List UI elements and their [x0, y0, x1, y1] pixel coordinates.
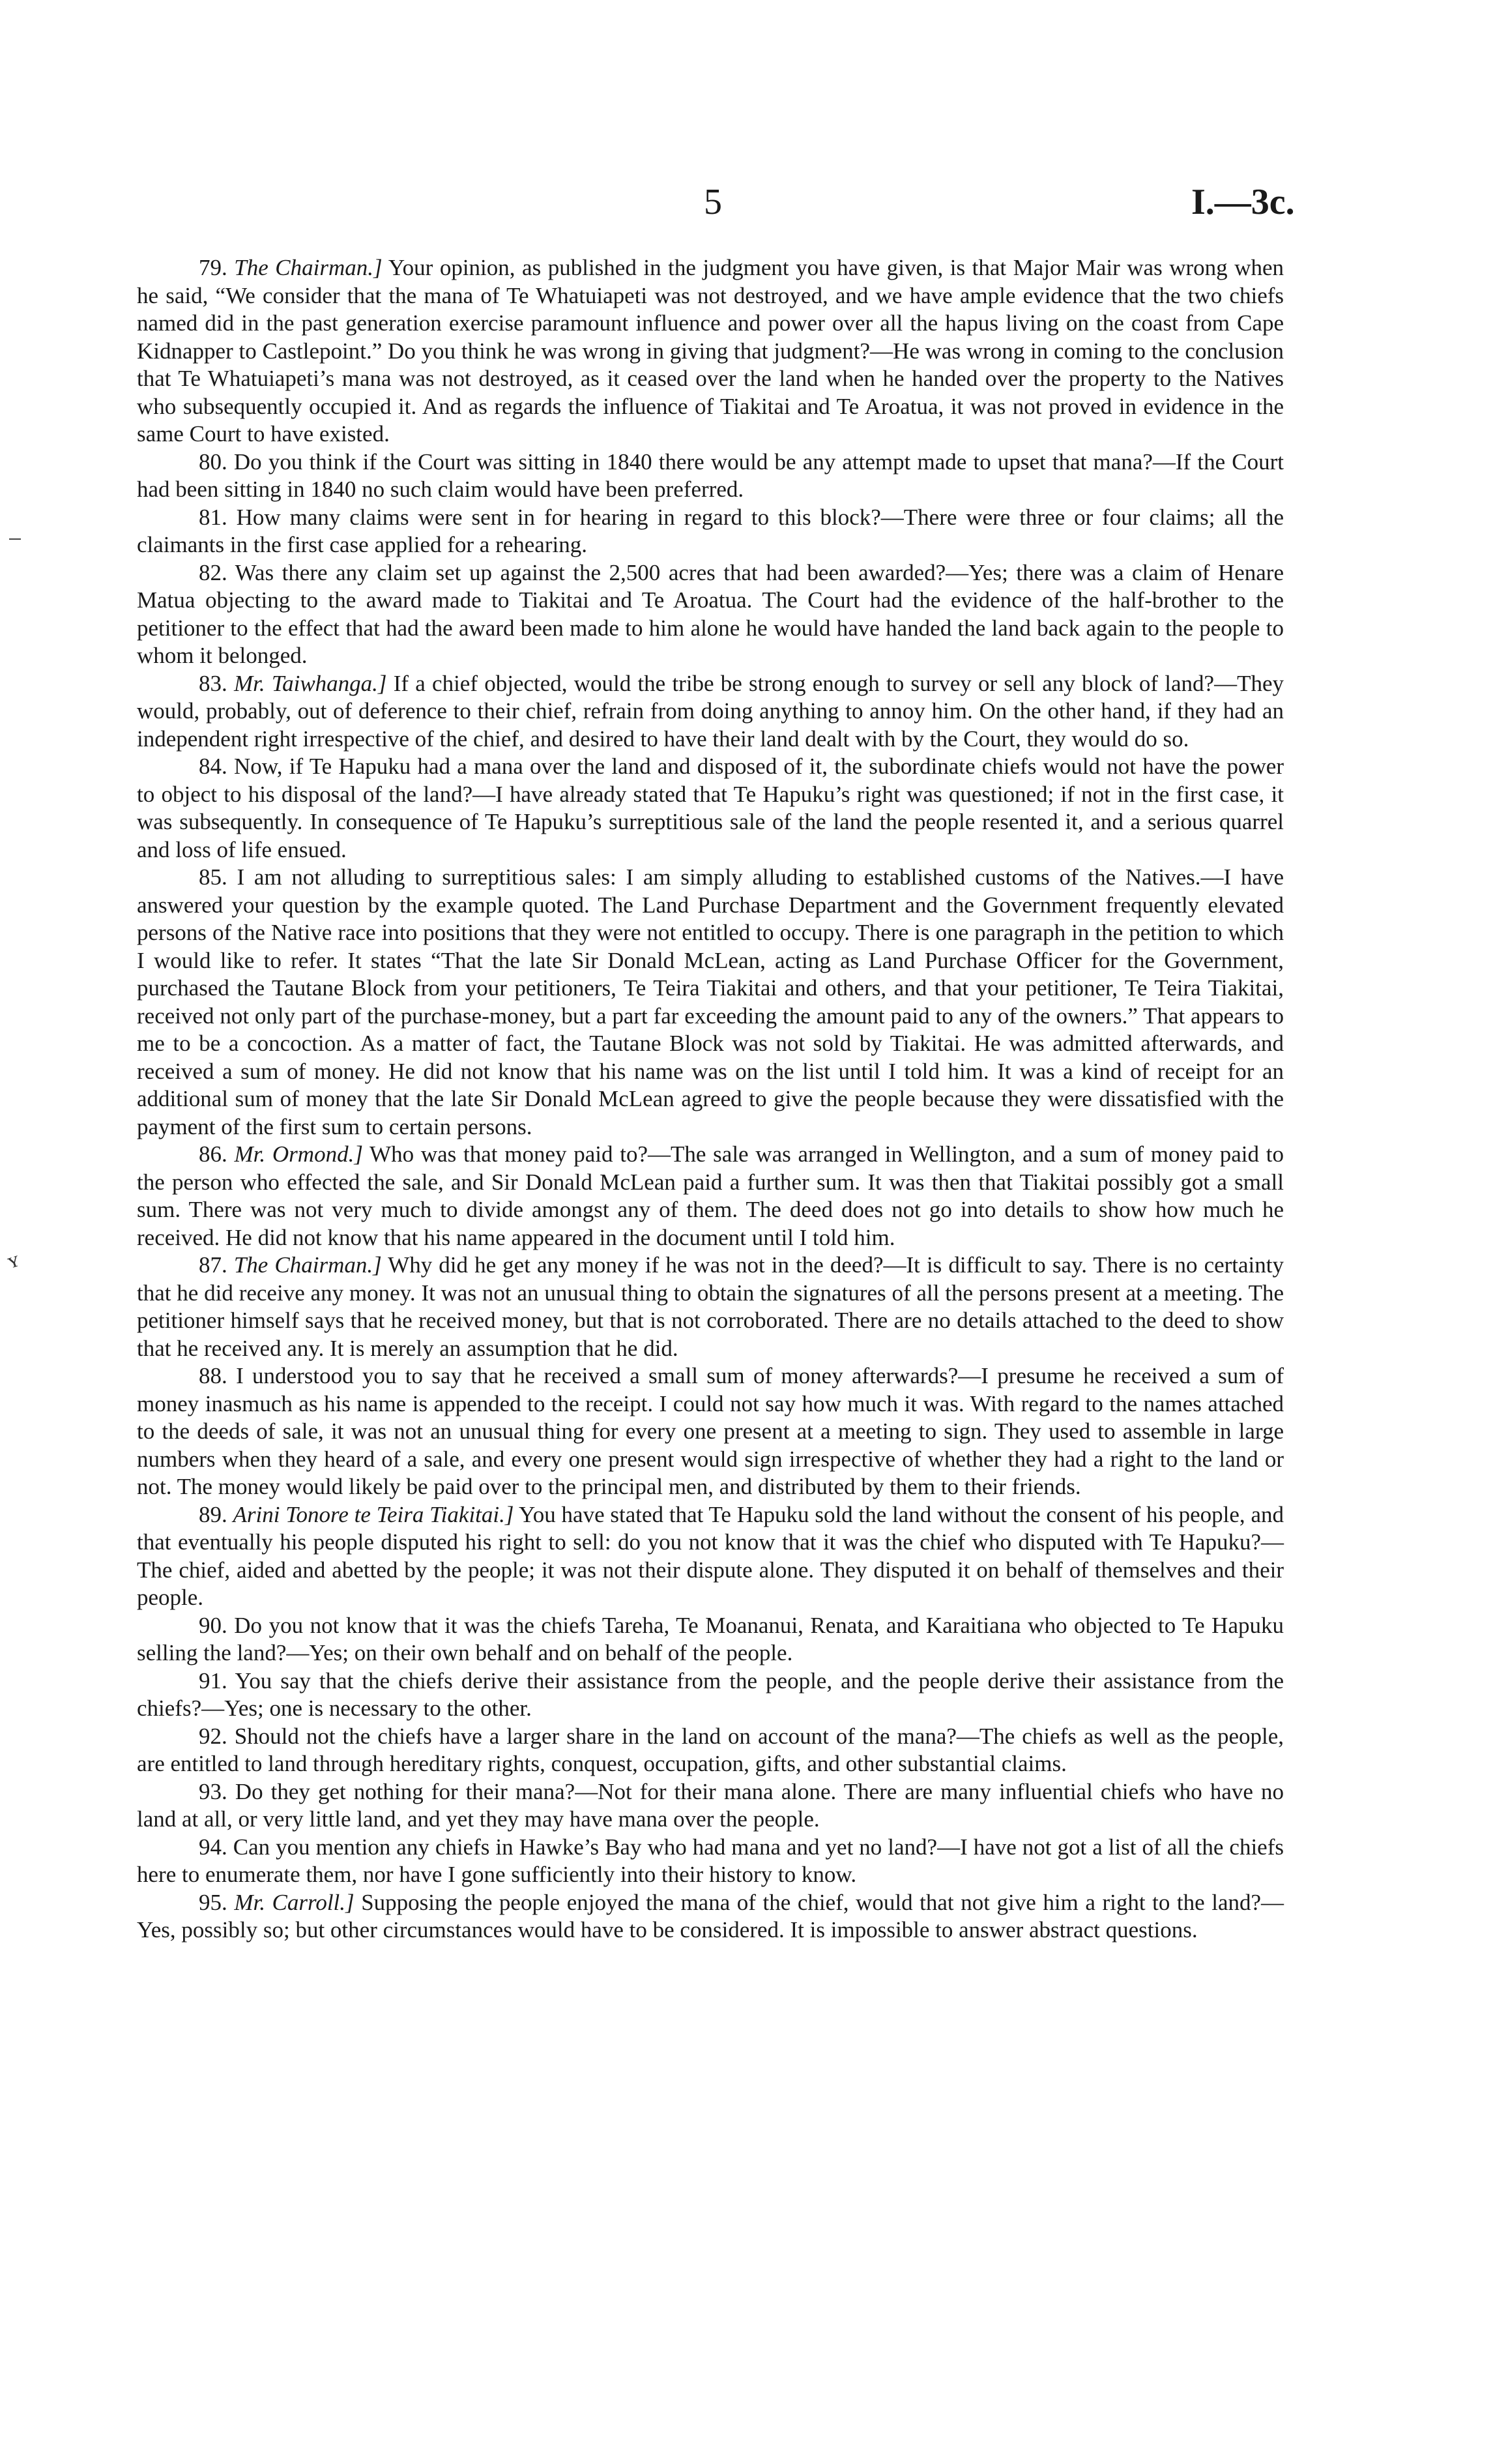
speaker-label: Mr. Ormond.]: [234, 1141, 363, 1167]
paragraph-text: Supposing the people enjoyed the mana of the chief, would that not give him a right to the land?—Yes, possibly so; but other circumstances would have to be considered. It is impossible to answer abstract questions.: [137, 1889, 1284, 1943]
paragraph-number: 83.: [199, 670, 227, 696]
paragraph-92: [137, 1723, 1284, 1778]
paragraph-number: 93.: [199, 1778, 227, 1804]
paragraph-number: 86.: [199, 1141, 227, 1167]
paragraph-86: [137, 1141, 1284, 1252]
paragraph-text: How many claims were sent in for hearing in regard to this block?—There were three or four claims; all the claimants in the first case applied for a rehearing.: [137, 504, 1284, 557]
paragraph-84: [137, 753, 1284, 864]
paragraph-text: Was there any claim set up against the 2,500 acres that had been awarded?—Yes; there was a claim of Henare Matua objecting to the award made to Tiakitai and Te Aroatua. The Court had the evidence of the half-brother to the petitioner to the effect that had the award been made to him alone he would have handed the land back again to the people to whom it belonged.: [137, 559, 1284, 668]
paragraph-91: [137, 1667, 1284, 1723]
paragraph-90: [137, 1612, 1284, 1667]
paragraph-83: [137, 670, 1284, 754]
document-reference: I.—3c.: [1191, 182, 1295, 222]
paragraph-number: 80.: [199, 448, 227, 475]
paragraph-text: If a chief objected, would the tribe be strong enough to survey or sell any block of land?—They would, probably, out of deference to their chief, refrain from doing anything to annoy him. On the other hand, if they had an independent right irrespective of the chief, and desired to have their land dealt with by the Court, they would do so.: [137, 670, 1284, 752]
speaker-label: Mr. Carroll.]: [234, 1889, 355, 1915]
margin-dash-mark: [9, 538, 21, 540]
paragraph-text: Who was that money paid to?—The sale was arranged in Wellington, and a sum of money paid to the person who effected the sale, and Sir Donald McLean paid a further sum. It was then that Tiakitai possibly got a small sum. There was not very much to divide amongst any of them. The deed does not go into details to show how much he received. He did not know that his name appeared in the document until I told him.: [137, 1141, 1284, 1250]
paragraph-81: [137, 504, 1284, 559]
paragraph-89: [137, 1501, 1284, 1612]
paragraph-80: [137, 448, 1284, 504]
paragraph-94: [137, 1834, 1284, 1889]
paragraph-82: [137, 559, 1284, 670]
paragraph-text: Do you think if the Court was sitting in 1840 there would be any attempt made to upset that mana?—If the Court had been sitting in 1840 no such claim would have been preferred.: [137, 448, 1284, 502]
speaker-label: The Chairman.]: [234, 255, 383, 280]
paragraph-93: [137, 1778, 1284, 1834]
paragraph-text: I understood you to say that he received a small sum of money afterwards?—I presume he received a sum of money inasmuch as his name is appended to the receipt. I could not say how much it was. With regard to the names attached to the deeds of sale, it was not an unusual thing for every one present at a meeting to sign. They used to assemble in large numbers when they heard of a sale, and every one present would sign irrespective of whether they had a right to the land or not. The money would likely be paid over to the principal men, and distributed by them to their friends.: [137, 1363, 1284, 1499]
paragraph-95: [137, 1889, 1284, 1944]
paragraph-number: 79.: [199, 255, 227, 280]
paragraph-number: 91.: [199, 1667, 227, 1694]
paragraph-87: [137, 1252, 1284, 1362]
paragraph-text: Your opinion, as published in the judgment you have given, is that Major Mair was wrong when he said, “We consider that the mana of Te Whatuiapeti was not destroyed, and we have ample evidence that the two chiefs named did in the past generation exercise paramount influence and power over all the hapus living on the coast from Cape Kidnapper to Castlepoint.” Do you think he was wrong in giving that judgment?—He was wrong in coming to the conclusion that Te Whatuiapeti’s mana was not destroyed, as it ceased over the land when he handed over the property to the Natives who subsequently occupied it. And as regards the influence of Tiakitai and Te Aroatua, it was not proved in evidence in the same Court to have existed.: [137, 255, 1284, 447]
paragraph-text: Why did he get any money if he was not in the deed?—It is difficult to say. There is no certainty that he did receive any money. It was not an unusual thing to obtain the signatures of all the persons present at a meeting. The petitioner himself says that he received money, but that is not corroborated. There are no details attached to the deed to show that he received any. It is merely an assumption that he did.: [137, 1252, 1284, 1361]
paragraph-number: 82.: [199, 559, 227, 585]
paragraph-number: 85.: [199, 864, 227, 890]
margin-tick-mark: ʏ: [4, 1247, 22, 1274]
speaker-label: The Chairman.]: [233, 1252, 382, 1278]
speaker-label: Arini Tonore te Teira Tiakitai.]: [233, 1501, 514, 1527]
paragraph-number: 84.: [199, 754, 227, 779]
paragraph-text: Can you mention any chiefs in Hawke’s Bay who had mana and yet no land?—I have not got a list of all the chiefs here to enumerate them, nor have I gone sufficiently into their history to know.: [137, 1834, 1284, 1887]
testimony-body: [137, 254, 1284, 1944]
paragraph-88: [137, 1362, 1284, 1501]
paragraph-text: Should not the chiefs have a larger share in the land on account of the mana?—The chiefs as well as the people, are entitled to land through hereditary rights, conquest, occupation, gifts, and other substantial claims.: [137, 1723, 1284, 1776]
paragraph-number: 89.: [199, 1501, 227, 1527]
paragraph-79: [137, 254, 1284, 448]
paragraph-text: Do you not know that it was the chiefs Tareha, Te Moananui, Renata, and Karaitiana who objected to Te Hapuku selling the land?—Yes; on their own behalf and on behalf of the people.: [137, 1612, 1284, 1665]
paragraph-number: 94.: [199, 1834, 227, 1860]
paragraph-text: I am not alluding to surreptitious sales: I am simply alluding to established customs of the Natives.—I have answered your question by the example quoted. The Land Purchase Department and the Government frequently elevated persons of the Native race into positions that they were not entitled to occupy. There is one paragraph in the petition to which I would like to refer. It states “That the late Sir Donald McLean, acting as Land Purchase Officer for the Government, purchased the Tautane Block from your petitioners, Te Teira Tiakitai and others, and that your petitioner, Te Teira Tiakitai, received not only part of the purchase-money, but a part far exceeding the amount paid to any of the owners.” That appears to me to be a concoction. As a matter of fact, the Tautane Block was not sold by Tiakitai. He was admitted afterwards, and received a sum of money. He did not know that his name was on the list until I told him. It was a kind of receipt for an additional sum of money that the late Sir Donald McLean agreed to give the people because they were dissatisfied with the payment of the first sum to certain persons.: [137, 864, 1284, 1139]
paragraph-number: 92.: [199, 1723, 227, 1749]
paragraph-number: 88.: [199, 1363, 227, 1388]
speaker-label: Mr. Taiwhanga.]: [233, 670, 387, 696]
paragraph-number: 81.: [199, 504, 227, 530]
paragraph-text: You say that the chiefs derive their assistance from the people, and the people derive their assistance from the chiefs?—Yes; one is necessary to the other.: [137, 1667, 1284, 1721]
paragraph-85: [137, 864, 1284, 1141]
paragraph-text: Now, if Te Hapuku had a mana over the land and disposed of it, the subordinate chiefs would not have the power to object to his disposal of the land?—I have already stated that Te Hapuku’s right was questioned; if not in the first case, it was subsequently. In consequence of Te Hapuku’s surreptitious sale of the land the people resented it, and a serious quarrel and loss of life ensued.: [137, 754, 1284, 862]
page-header: [0, 181, 1493, 233]
paragraph-text: Do they get nothing for their mana?—Not for their mana alone. There are many influential chiefs who have no land at all, or very little land, and yet they may have mana over the people.: [137, 1778, 1284, 1832]
paragraph-number: 87.: [199, 1252, 227, 1278]
paragraph-number: 90.: [199, 1612, 227, 1638]
page-number: 5: [704, 182, 722, 222]
paragraph-number: 95.: [199, 1889, 227, 1915]
paragraph-text: You have stated that Te Hapuku sold the land without the consent of his people, and that eventually his people disputed his right to sell: do you not know that it was the chief who disputed with Te Hapuku?—The chief, aided and abetted by the people; it was not their dispute alone. They disputed it on behalf of themselves and their people.: [137, 1501, 1284, 1610]
